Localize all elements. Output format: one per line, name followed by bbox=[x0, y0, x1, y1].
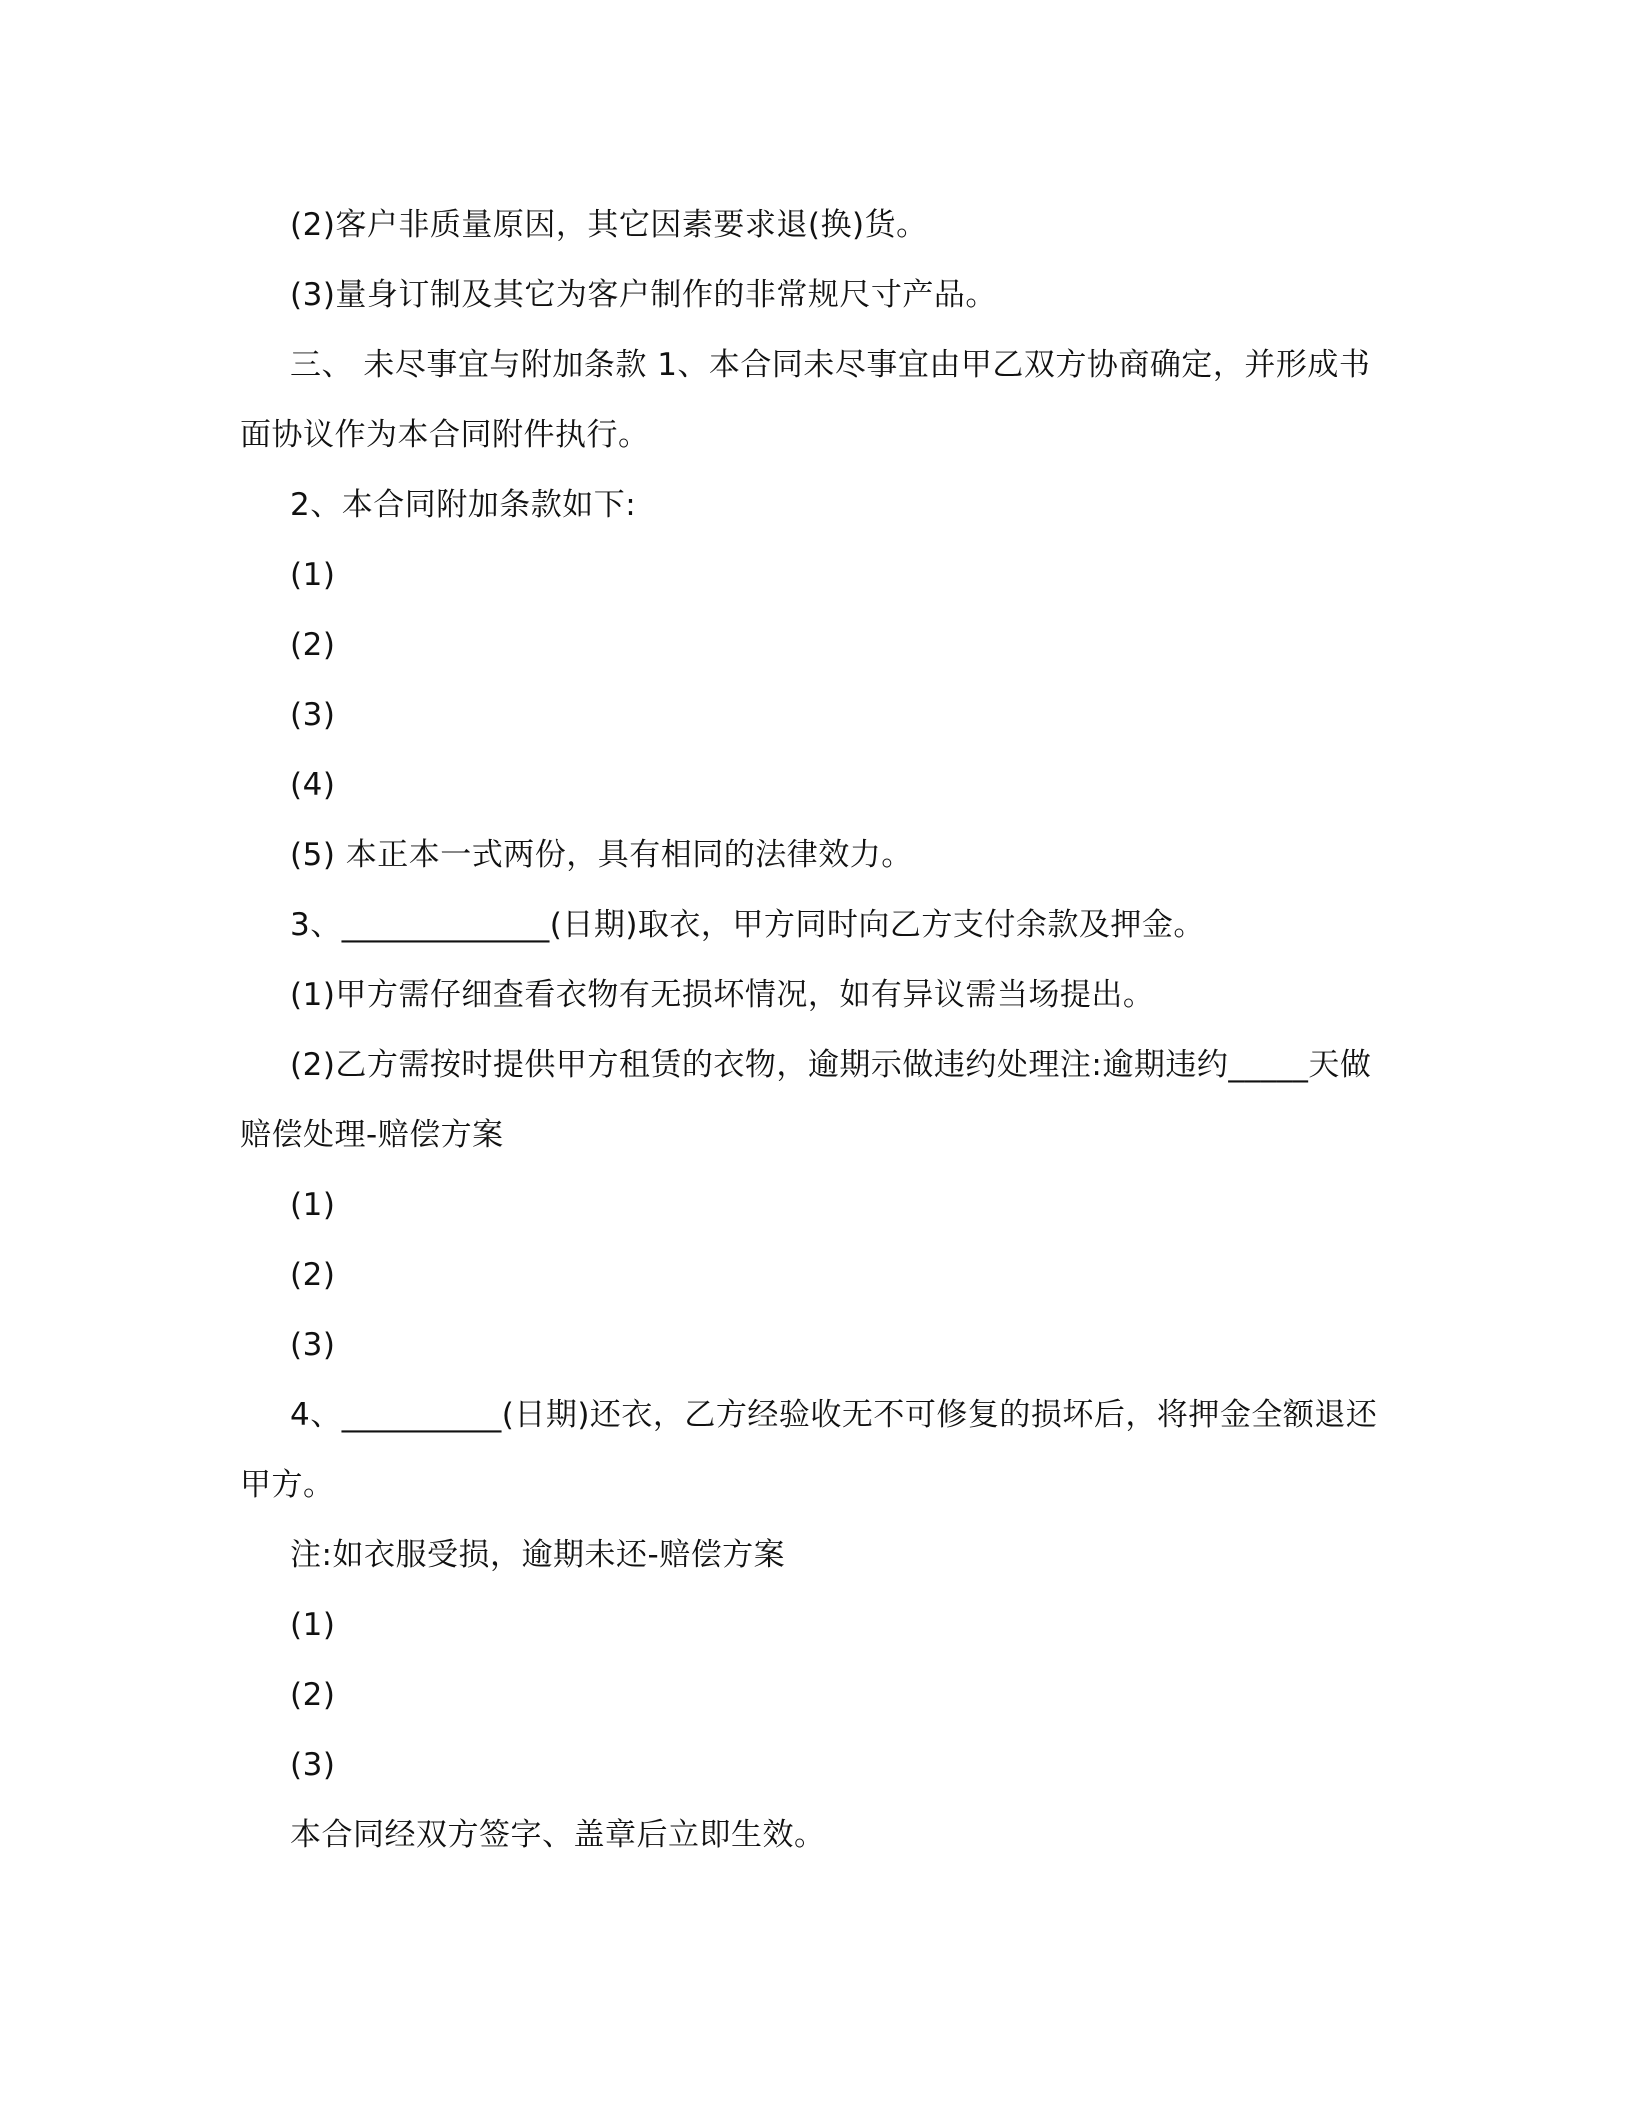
list-item-damage-3: (3) bbox=[290, 1747, 336, 1783]
list-item-compensation-1: (1) bbox=[290, 1187, 336, 1223]
paragraph-additional-terms: 2、本合同附加条款如下: bbox=[290, 487, 637, 523]
list-item-compensation-3: (3) bbox=[290, 1327, 336, 1363]
paragraph-return-date: 4、__________(日期)还衣，乙方经验收无不可修复的损坏后，将押金全额退还甲方。 bbox=[240, 1397, 1378, 1503]
paragraph-custom-products: (3)量身订制及其它为客户制作的非常规尺寸产品。 bbox=[290, 277, 997, 313]
list-item-damage-1: (1) bbox=[290, 1607, 336, 1643]
paragraph-inspect-clothes: (1)甲方需仔细查看衣物有无损坏情况，如有异议需当场提出。 bbox=[290, 977, 1155, 1013]
list-item-term-5: (5) 本正本一式两份，具有相同的法律效力。 bbox=[290, 837, 913, 873]
paragraph-overdue-compensation: (2)乙方需按时提供甲方租赁的衣物，逾期示做违约处理注:逾期违约_____天做赔偿处理-赔偿方案 bbox=[240, 1047, 1372, 1153]
document-page bbox=[240, 190, 1390, 1870]
list-item-term-3: (3) bbox=[290, 697, 336, 733]
paragraph-return-reason: (2)客户非质量原因，其它因素要求退(换)货。 bbox=[290, 207, 928, 243]
list-item-term-2: (2) bbox=[290, 627, 336, 663]
paragraph-effective: 本合同经双方签字、盖章后立即生效。 bbox=[290, 1817, 826, 1853]
list-item-compensation-2: (2) bbox=[290, 1257, 336, 1293]
list-item-term-1: (1) bbox=[290, 557, 336, 593]
paragraph-damage-note: 注:如衣服受损，逾期未还-赔偿方案 bbox=[290, 1537, 786, 1573]
paragraph-section-three: 三、 未尽事宜与附加条款 1、本合同未尽事宜由甲乙双方协商确定，并形成书面协议作为本合同附件执行。 bbox=[240, 347, 1371, 453]
list-item-term-4: (4) bbox=[290, 767, 336, 803]
paragraph-pickup-date: 3、_____________(日期)取衣，甲方同时向乙方支付余款及押金。 bbox=[290, 907, 1205, 943]
list-item-damage-2: (2) bbox=[290, 1677, 336, 1713]
